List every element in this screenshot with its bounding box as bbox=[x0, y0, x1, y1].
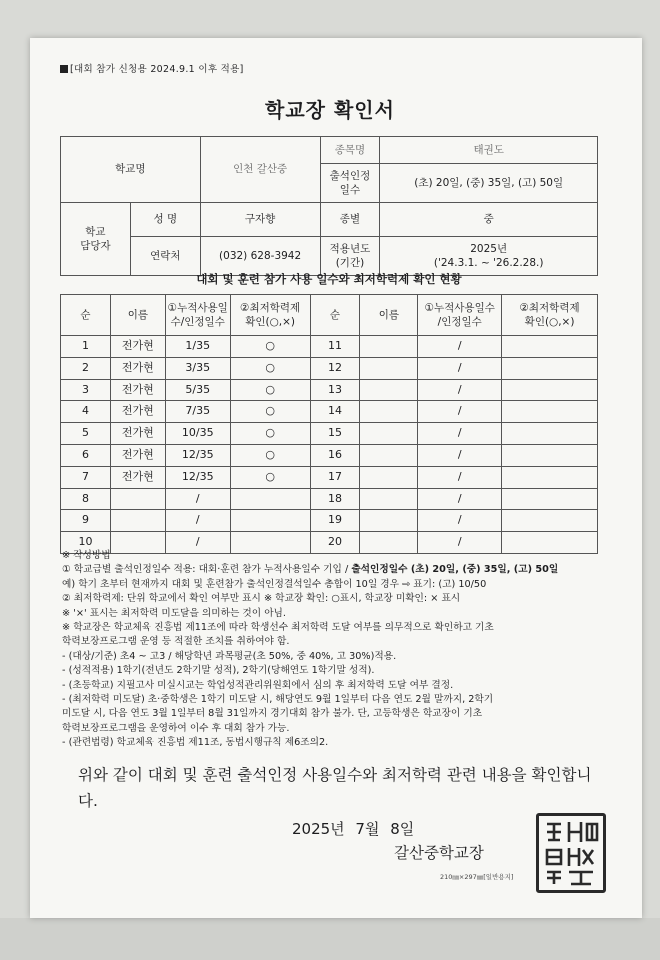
cell-name: 전가현 bbox=[110, 423, 165, 445]
cell-check bbox=[230, 488, 310, 510]
note-line-3: ※ '×' 표시는 최저학력 미도달을 의미하는 것이 아님. bbox=[62, 607, 286, 619]
sport-label: 종목명 bbox=[320, 137, 380, 164]
school-value: 인천 갈산중 bbox=[200, 137, 320, 203]
year-cell bbox=[380, 237, 598, 276]
cell-no2: 20 bbox=[310, 532, 360, 554]
table-row bbox=[61, 336, 598, 358]
cell-days: 1/35 bbox=[165, 336, 230, 358]
background-shadow bbox=[0, 918, 660, 960]
cell-days: 12/35 bbox=[165, 466, 230, 488]
cell-name2 bbox=[360, 401, 418, 423]
cell-check bbox=[230, 510, 310, 532]
cell-name bbox=[110, 488, 165, 510]
cell-no: 10 bbox=[61, 532, 111, 554]
cell-no2: 11 bbox=[310, 336, 360, 358]
document-title: 학교장 확인서 bbox=[265, 98, 395, 122]
form-header-note: [대회 참가 신청용 2024.9.1 이후 적용] bbox=[60, 61, 244, 75]
cell-name2 bbox=[360, 336, 418, 358]
cell-check: ○ bbox=[230, 336, 310, 358]
table-row bbox=[61, 423, 598, 445]
cell-check: ○ bbox=[230, 401, 310, 423]
cell-no2: 17 bbox=[310, 466, 360, 488]
school-seal-stamp bbox=[536, 813, 606, 893]
sport-value: 태권도 bbox=[380, 137, 598, 164]
table-row bbox=[61, 401, 598, 423]
cell-check: ○ bbox=[230, 379, 310, 401]
cell-days: 12/35 bbox=[165, 444, 230, 466]
cell-check2 bbox=[502, 488, 598, 510]
note-line-6: - (대상/기준) 초4 ~ 고3 / 해당학년 과목평균(초 50%, 중 40%, 고 30%)적용. bbox=[62, 650, 397, 662]
col-name: 이름 bbox=[110, 295, 165, 336]
cell-no: 2 bbox=[61, 357, 111, 379]
note-line-2: ② 최저학력제: 단위 학교에서 확인 여부만 표시 ※ 학교장 확인: ○표시, 학교장 미확인: × 표시 bbox=[62, 593, 461, 605]
cell-no2: 14 bbox=[310, 401, 360, 423]
cell-days2: / bbox=[418, 510, 502, 532]
cell-name: 전가현 bbox=[110, 401, 165, 423]
manager-label: 학교 담당자 bbox=[61, 203, 131, 276]
grid-body bbox=[61, 336, 598, 554]
cell-days2: / bbox=[418, 532, 502, 554]
cell-no: 3 bbox=[61, 379, 111, 401]
seal-glyph-icon bbox=[539, 816, 603, 890]
cell-days2: / bbox=[418, 336, 502, 358]
cell-no: 1 bbox=[61, 336, 111, 358]
cell-no: 9 bbox=[61, 510, 111, 532]
cell-name2 bbox=[360, 423, 418, 445]
note-1-bold: 출석인정일수 (초) 20일, (중) 35일, (고) 50일 bbox=[351, 564, 559, 576]
cell-days: / bbox=[165, 488, 230, 510]
note-line-4: ※ 학교장은 학교체육 진흥법 제11조에 따라 학생선수 최저학력 도달 여부를 의무적으로 확인하고 기초 bbox=[62, 622, 494, 634]
contact-label: 연락처 bbox=[130, 237, 200, 276]
period-value: ('24.3.1. ~ '26.2.28.) bbox=[433, 257, 544, 269]
cell-check2 bbox=[502, 357, 598, 379]
col-days2: ①누적사용일수 /인정일수 bbox=[418, 295, 502, 336]
table-row bbox=[61, 466, 598, 488]
school-info-table bbox=[60, 136, 598, 276]
cell-no2: 15 bbox=[310, 423, 360, 445]
year-value: 2025년 bbox=[470, 242, 508, 255]
table-row bbox=[61, 510, 598, 532]
closing-statement: 위와 같이 대회 및 훈련 출석인정 사용일수와 최저학력 관련 내용을 확인합니다. bbox=[78, 766, 592, 810]
cell-no2: 16 bbox=[310, 444, 360, 466]
col-check2: ②최저학력제 확인(○,×) bbox=[502, 295, 598, 336]
note-line-12: - (관련법령) 학교체육 진흥법 제11조, 동법시행규칙 제6조의2. bbox=[62, 737, 329, 749]
cell-days2: / bbox=[418, 466, 502, 488]
grid-header-row bbox=[61, 295, 598, 336]
contact-value: (032) 628-3942 bbox=[200, 237, 320, 276]
square-bullet-icon bbox=[60, 65, 68, 73]
cell-no: 5 bbox=[61, 423, 111, 445]
col-check: ②최저학력제 확인(○,×) bbox=[230, 295, 310, 336]
col-no: 순 bbox=[61, 295, 111, 336]
instructions bbox=[62, 549, 607, 751]
cell-name: 전가현 bbox=[110, 357, 165, 379]
cell-name2 bbox=[360, 379, 418, 401]
cell-check2 bbox=[502, 401, 598, 423]
note-line-7: - (성적적용) 1학기(전년도 2학기말 성적), 2학기(당해연도 1학기말 성적). bbox=[62, 665, 375, 677]
cell-check2 bbox=[502, 466, 598, 488]
cell-days2: / bbox=[418, 423, 502, 445]
level-label: 종별 bbox=[320, 203, 380, 237]
cell-name2 bbox=[360, 510, 418, 532]
cell-name2 bbox=[360, 444, 418, 466]
name-value: 구자향 bbox=[200, 203, 320, 237]
table-row bbox=[61, 444, 598, 466]
cell-days: 3/35 bbox=[165, 357, 230, 379]
name-label: 성 명 bbox=[130, 203, 200, 237]
note-line-8: - (초등학교) 지필고사 미실시교는 학업성적관리위원회에서 심의 후 최저학력 도달 여부 결정. bbox=[62, 679, 454, 691]
cell-name2 bbox=[360, 357, 418, 379]
cell-days: 7/35 bbox=[165, 401, 230, 423]
principal-signature-line: 갈산중학교장 bbox=[394, 844, 484, 862]
cell-name: 전가현 bbox=[110, 444, 165, 466]
cell-check: ○ bbox=[230, 466, 310, 488]
cell-name: 전가현 bbox=[110, 466, 165, 488]
note-line-9: - (최저학력 미도달) 초·중학생은 1학기 미도달 시, 해당연도 9월 1일부터 다음 연도 2월 말까지, 2학기 bbox=[62, 694, 494, 706]
col-days: ①누적사용일 수/인정일수 bbox=[165, 295, 230, 336]
cell-no2: 12 bbox=[310, 357, 360, 379]
cell-check: ○ bbox=[230, 423, 310, 445]
table-row bbox=[61, 488, 598, 510]
note-line-1-example: 예) 학기 초부터 현재까지 대회 및 훈련참가 출석인정결석일수 총합이 10일 경우 ⇨ 표기: (고) 10/50 bbox=[62, 578, 487, 590]
col-name2: 이름 bbox=[360, 295, 418, 336]
cell-days: 5/35 bbox=[165, 379, 230, 401]
cell-name bbox=[110, 510, 165, 532]
cell-days: 10/35 bbox=[165, 423, 230, 445]
cell-no2: 19 bbox=[310, 510, 360, 532]
cell-check2 bbox=[502, 444, 598, 466]
note-line-1 bbox=[62, 563, 607, 577]
cell-days2: / bbox=[418, 379, 502, 401]
cell-days: / bbox=[165, 510, 230, 532]
cell-no: 6 bbox=[61, 444, 111, 466]
note-line-10: 미도달 시, 다음 연도 3월 1일부터 8월 31일까지 경기대회 참가 불가. 단, 고등학생은 학교장이 기초 bbox=[62, 708, 483, 720]
issue-date: 2025년 7월 8일 bbox=[292, 820, 415, 838]
cell-name2 bbox=[360, 466, 418, 488]
cell-name: 전가현 bbox=[110, 379, 165, 401]
cell-name: 전가현 bbox=[110, 336, 165, 358]
cell-no2: 18 bbox=[310, 488, 360, 510]
note-line-5: 학력보장프로그램 운영 등 적절한 조치를 취하여야 함. bbox=[62, 636, 290, 648]
col-no2: 순 bbox=[310, 295, 360, 336]
note-line-11: 학력보장프로그램을 운영하여 이수 후 대회 참가 가능. bbox=[62, 722, 290, 734]
cell-no: 7 bbox=[61, 466, 111, 488]
cell-check2 bbox=[502, 423, 598, 445]
cell-check2 bbox=[502, 510, 598, 532]
attendance-label: 출석인정 일수 bbox=[320, 164, 380, 203]
cell-check: ○ bbox=[230, 444, 310, 466]
cell-days: / bbox=[165, 532, 230, 554]
table-row bbox=[61, 379, 598, 401]
cell-no: 4 bbox=[61, 401, 111, 423]
attendance-grid bbox=[60, 294, 598, 554]
cell-name2 bbox=[360, 488, 418, 510]
form-header-text: 대회 참가 신청용 2024.9.1 이후 적용 bbox=[74, 64, 240, 75]
level-value: 중 bbox=[380, 203, 598, 237]
note-1-text: ① 학교급별 출석인정일수 적용: 대회·훈련 참가 누적사용일수 기입 / bbox=[62, 564, 352, 576]
notes-heading: ※ 작성방법 bbox=[62, 550, 111, 561]
cell-days2: / bbox=[418, 444, 502, 466]
cell-days2: / bbox=[418, 401, 502, 423]
cell-check2 bbox=[502, 336, 598, 358]
year-label: 적용년도 (기간) bbox=[320, 237, 380, 276]
cell-no2: 13 bbox=[310, 379, 360, 401]
cell-days2: / bbox=[418, 488, 502, 510]
school-label: 학교명 bbox=[61, 137, 201, 203]
attendance-value: (초) 20일, (중) 35일, (고) 50일 bbox=[380, 164, 598, 203]
table-row bbox=[61, 357, 598, 379]
cell-days2: / bbox=[418, 357, 502, 379]
paper-size-note: 210㎜×297㎜[일반용지] bbox=[440, 873, 514, 881]
cell-check: ○ bbox=[230, 357, 310, 379]
section-title: 대회 및 훈련 참가 사용 일수와 최저학력제 확인 현황 bbox=[196, 272, 462, 286]
cell-no: 8 bbox=[61, 488, 111, 510]
cell-check2 bbox=[502, 379, 598, 401]
